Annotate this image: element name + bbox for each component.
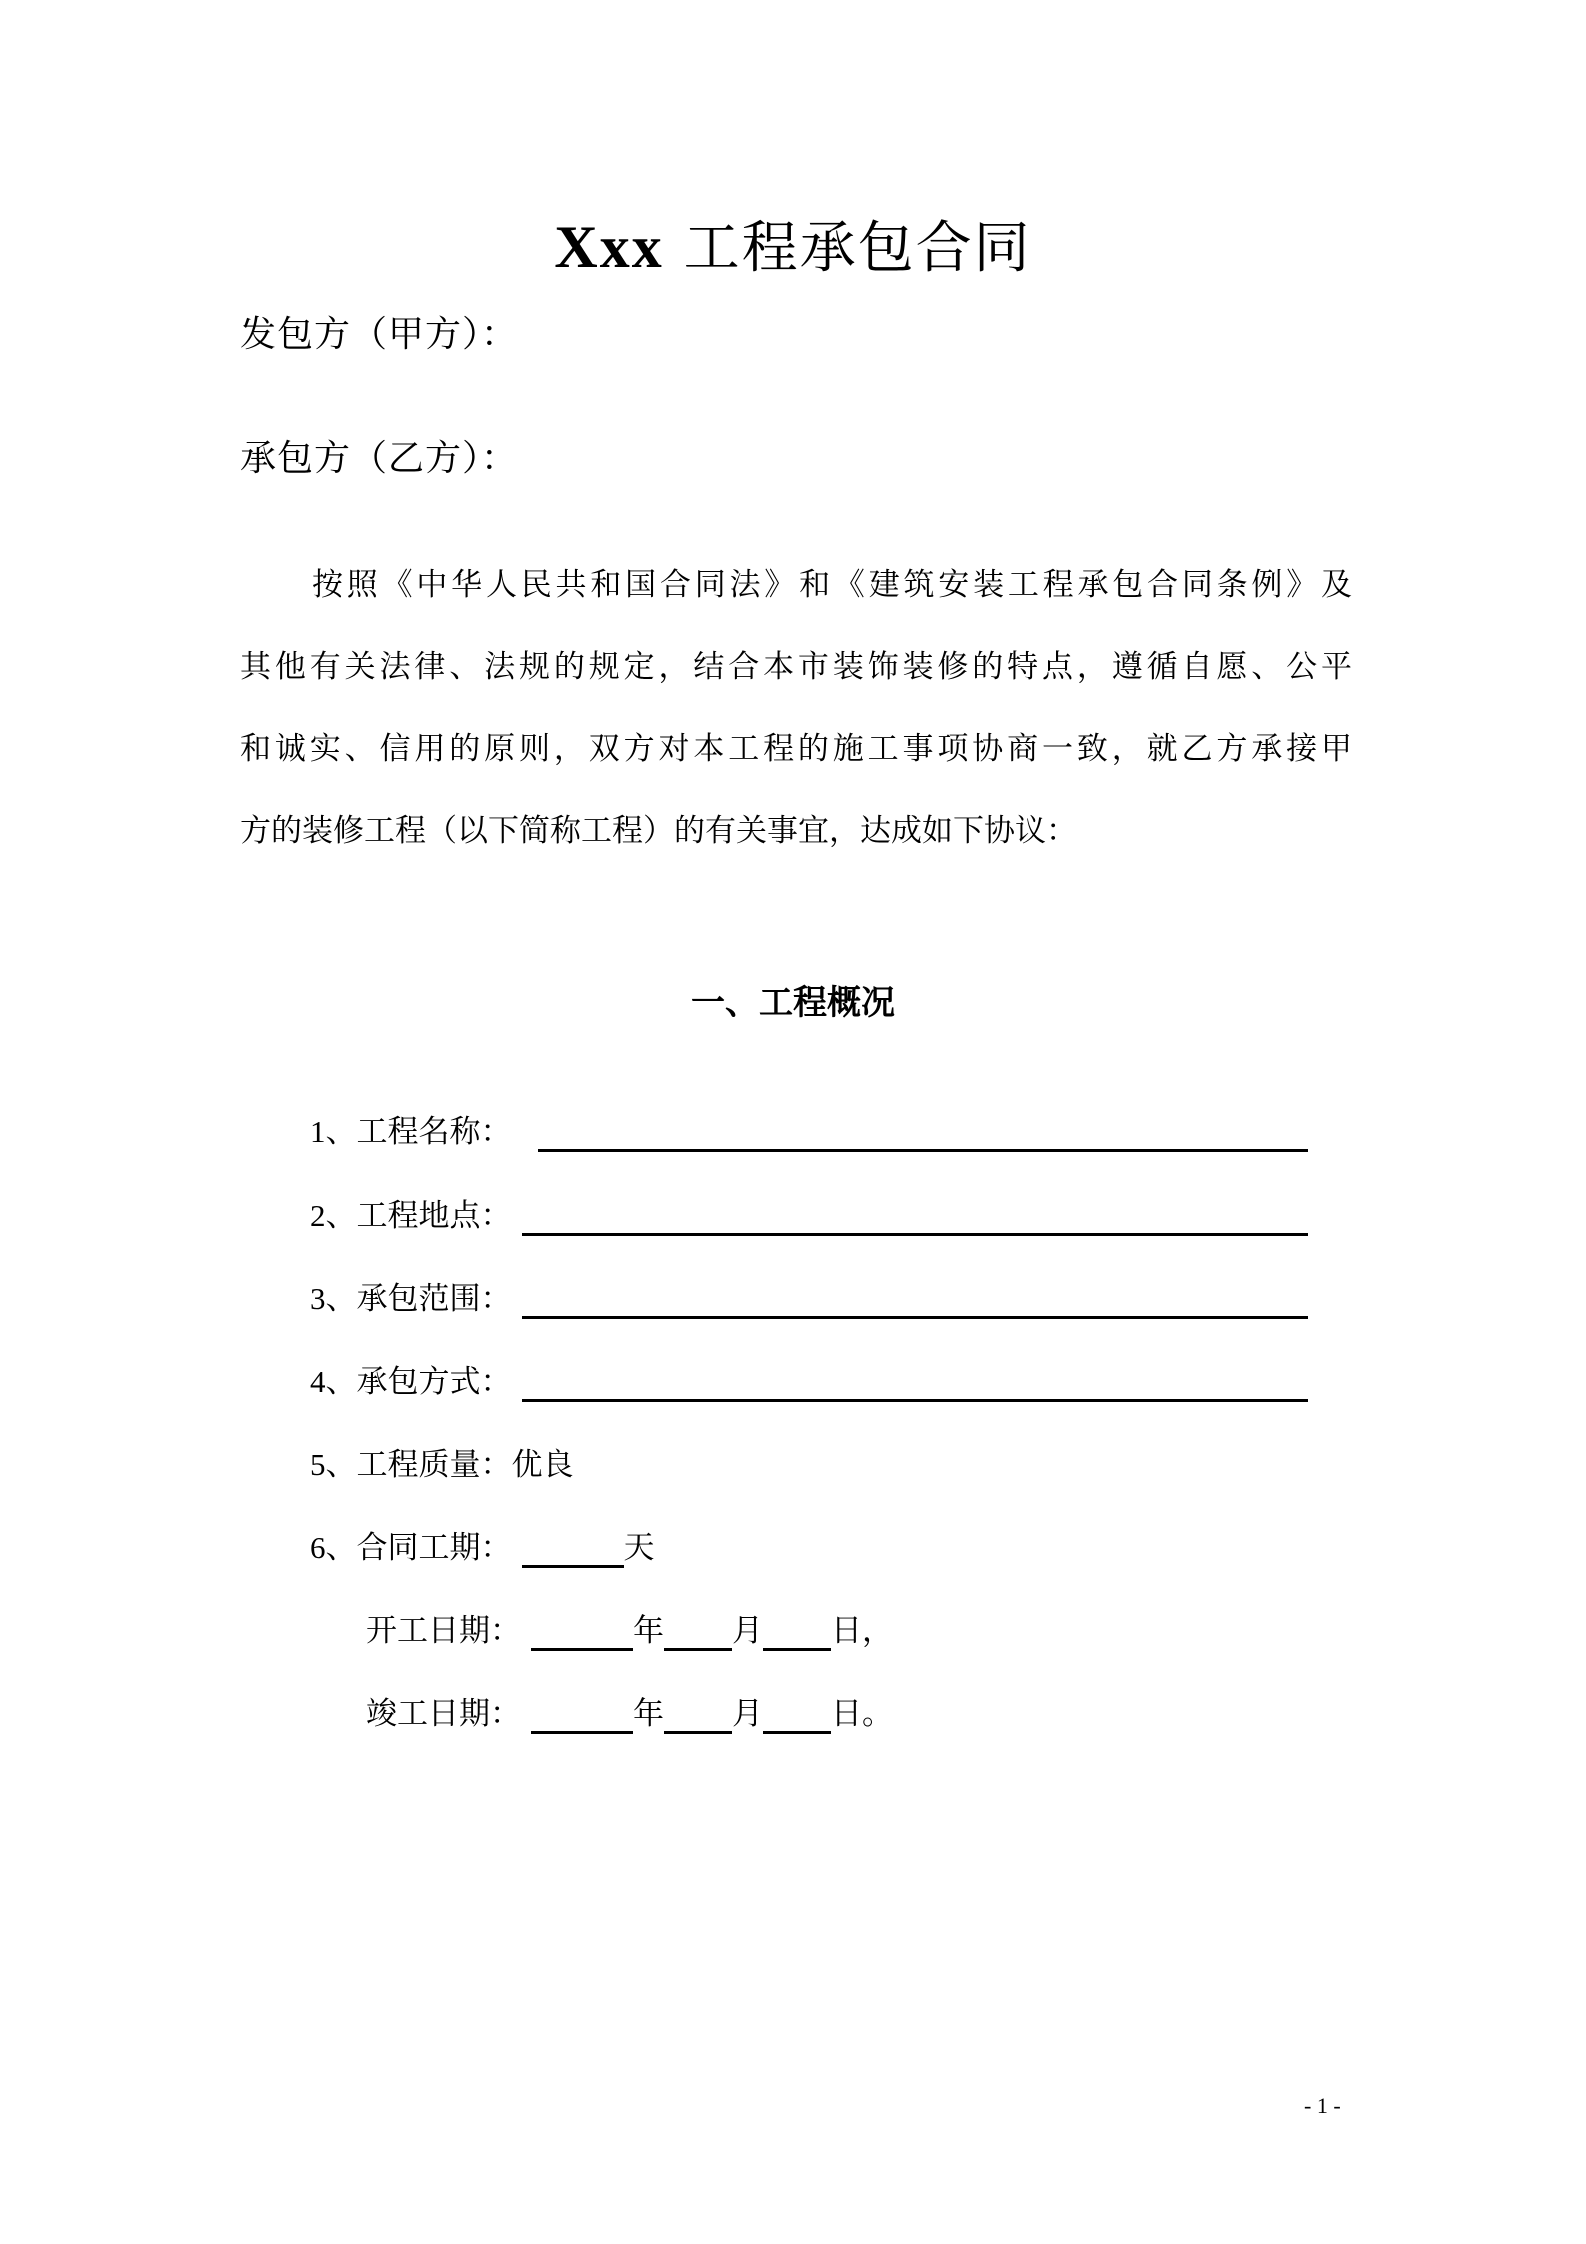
item-project-name [310, 1110, 1308, 1154]
year-unit: 年 [633, 1613, 664, 1649]
project-location-blank[interactable] [522, 1197, 1308, 1236]
end-date-label: 竣工日期： [366, 1696, 521, 1732]
start-date-row [366, 1609, 893, 1653]
project-quality-value: 优良 [511, 1447, 574, 1483]
item-label: 工程名称： [356, 1114, 512, 1150]
title-text: 工程承包合同 [663, 216, 1032, 281]
item-project-quality [310, 1443, 574, 1487]
start-year-blank[interactable] [531, 1612, 633, 1651]
contract-method-blank[interactable] [522, 1363, 1308, 1402]
item-project-location [310, 1194, 1308, 1238]
item-number: 3、 [310, 1281, 357, 1316]
duration-unit: 天 [623, 1530, 655, 1566]
day-unit: 日， [831, 1613, 893, 1649]
contract-duration-blank[interactable] [522, 1529, 624, 1568]
document-title [0, 212, 1586, 284]
item-number: 1、 [310, 1114, 357, 1149]
item-label: 工程质量： [356, 1447, 512, 1483]
page-number: - 1 - [1304, 2093, 1341, 2118]
preamble-line: 其他有关法律、法规的规定，结合本市装饰装修的特点，遵循自愿、公平 [240, 649, 1352, 685]
end-year-blank[interactable] [531, 1695, 633, 1734]
item-number: 5、 [310, 1447, 357, 1482]
item-label: 合同工期： [356, 1530, 512, 1566]
day-unit: 日。 [831, 1696, 893, 1732]
year-unit: 年 [633, 1696, 664, 1732]
item-label: 承包范围： [356, 1281, 512, 1317]
item-label: 承包方式： [356, 1364, 512, 1400]
party-b-label: 承包方（乙方）： [240, 438, 519, 479]
preamble-line: 按照《中华人民共和国合同法》和《建筑安装工程承包合同条例》及 [312, 567, 1352, 603]
item-number: 4、 [310, 1364, 357, 1399]
month-unit: 月 [732, 1613, 763, 1649]
start-month-blank[interactable] [664, 1612, 732, 1651]
contract-scope-blank[interactable] [522, 1280, 1308, 1319]
item-contract-scope [310, 1277, 1308, 1321]
title-project-name: Xxx [554, 214, 664, 280]
section-heading-project-overview: 一、工程概况 [691, 983, 895, 1023]
start-day-blank[interactable] [763, 1612, 831, 1651]
start-date-label: 开工日期： [366, 1613, 521, 1649]
party-a-label: 发包方（甲方）： [240, 314, 519, 355]
end-day-blank[interactable] [763, 1695, 831, 1734]
preamble-line: 方的装修工程（以下简称工程）的有关事宜，达成如下协议： [240, 813, 1077, 849]
item-contract-duration [310, 1526, 655, 1570]
item-label: 工程地点： [356, 1198, 512, 1234]
item-number: 6、 [310, 1530, 357, 1565]
end-month-blank[interactable] [664, 1695, 732, 1734]
project-name-blank[interactable] [538, 1113, 1308, 1152]
item-number: 2、 [310, 1198, 357, 1233]
preamble-line: 和诚实、信用的原则，双方对本工程的施工事项协商一致，就乙方承接甲 [240, 731, 1352, 767]
month-unit: 月 [732, 1696, 763, 1732]
item-contract-method [310, 1360, 1308, 1404]
end-date-row [366, 1692, 893, 1736]
